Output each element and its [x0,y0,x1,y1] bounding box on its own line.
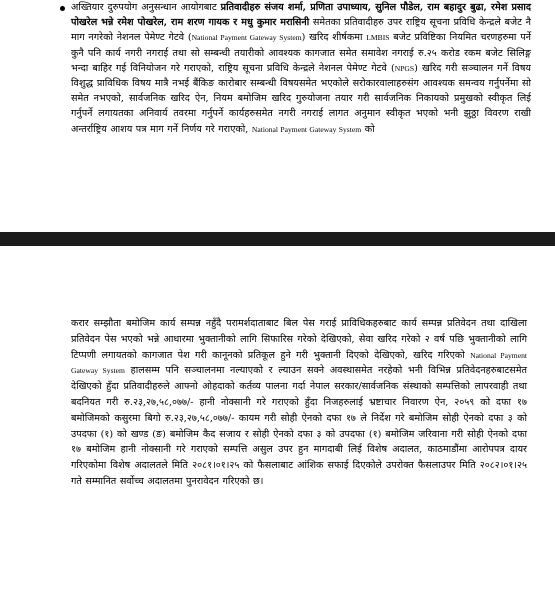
body-text-g: हालसम्म पनि सञ्चालनमा नल्याएको र ल्याउन सक्ने अवस्थासमेत नरहेको भनी विभिन्न प्रतिवेदनहरुबाटसमेत देखिएको हुँदा प्रतिवादीहरुले आफ्नो ओहदाको कर्तव्य पालना गर्दा नेपाल सरकार/सार्वजनिक संस्थाको सम्पत्तिको लापरवाही तथा बदनियत गरी रु.२३,२७,५८,०७७/- हानी नोक्सानी गरे गराएको हुँदा निजहरुलाई भ्रष्टाचार निवारण ऐन, २०५९ को दफा १७ बमोजिमको कसुरमा बिगो रु.२३,२७,५८,०७७/- कायम गरी सोही ऐनको दफा १७ ले निर्देश गरे बमोजिम सोही ऐनको दफा ३ को उपदफा (१) को खण्ड (ङ) बमोजिम कैद सजाय र सोही ऐनको दफा ३ को उपदफा (१) बमोजिम जरिवाना गरी सोही ऐनको दफा १७ बमोजिम हानी नोक्सानी गरे गराएको सम्पत्ति असुल उपर हुन मागदाबी लिई विशेष अदालत, काठमाडौंमा आरोपपत्र दायर गरिएकोमा विशेष अदालतले मिति २०८१।०१।२५ को फैसलाबाट आंशिक सफाई दिएकोले उपरोक्त फैसलाउपर मिति २०८२।०१।२५ गते सम्मानित सर्वोच्च अदालतमा पुनरावेदन गरिएको छ। [71,365,527,487]
accused-names: प्रतिवादीहरु संजय शर्मा, प्रणिता उपाध्याय, सुनिल पौडेल, राम बहादुर बुढा, रमेश प्रसाद पोखरेल भन्ने रमेश पोखरेल, राम शरण गायक र मधु कुमार मरासिनी [71,2,531,29]
body-text-b: ) खरिद शीर्षकमा [301,32,363,44]
latin-term-npgs-2: National Payment Gateway System [251,124,362,134]
body-text-d: ) खरिद गरी सञ्चालन गर्ने विषय विशुद्ध प्राविधिक विषय मात्रै नभई बैंकिङ कारोबार सम्बन्धी विषयसमेत भएकोले सरोकारवालाहरुसंग आवश्यक समन्वय गर्नुपर्नेमा सो समेत नभएको, सार्वजनिक खरिद ऐन, नियम बमोजिम खरिद गुरुयोजना तयार गरी सार्वजनिक निकायको प्रमुखको स्वीकृत लिई गर्नुपर्ने लगायतका अनिवार्य तवरमा गर्नुपर्ने कार्यहरुसमेत नगरी नगराई लागत अनुमान स्वीकृत भएको भनी झुठ्ठा विवरण राखी अन्तर्राष्ट्रिय आशय पत्र माग गर्ने निर्णय गरे गराएको, [71,62,531,135]
latin-term-npgs-3: National Payment Gateway System [71,350,527,376]
page-separator [0,232,555,246]
body-text-f: करार सम्झौता बमोजिम कार्य सम्पन्न नहुँदै परामर्शदाताबाट बिल पेस गराई प्राविधिकहरुबाट कार्य सम्पन्न प्रतिवेदन तथा दाखिला प्रतिवेदन पेस भएको भन्ने आधारमा भुक्तानीको लागि सिफारिस गरेको देखिएको, सेवा खरिद गरेको २ वर्ष पछि भुक्तानीको लागि टिप्पणी लगायतको कागजात पेश गरी कानूनको प्रतिकूल हुने गरी भुक्तानी दिएको देखिएको, खरिद गरिएको [71,318,527,361]
body-text-a: समेतका प्रतिवादीहरु उपर राष्ट्रिय सूचना प्रविधि केन्द्रले बजेट नै माग नगरेको नेशनल पेमेण्ट गेटवे ( [71,17,531,44]
case-paragraph-2 [71,316,527,490]
latin-term-npgs-1: National Payment Gateway System [191,33,302,43]
lead-text: अख्तियार दुरुपयोग अनुसन्धान आयोगबाट [71,2,217,13]
bullet-icon [60,6,65,11]
document-page-1 [0,0,555,232]
latin-term-npgs-abbr: NPGS [394,63,415,73]
body-text-e: को [364,123,375,135]
body-text-c: बजेट प्रविष्टिका नियमित चरणहरुमा पर्ने कुनै पनि कार्य नगरी नगराई तथा सो सम्बन्धी तयारीको आवश्यक कागजात समेत समावेश नगराई रु.२५ करोड रकम बजेट सिलिङ्ग भन्दा बाहिर गई विनियोजन गरे गराएको, राष्ट्रिय सूचना प्रविधि केन्द्रले नेशनल पेमेण्ट गेटवे ( [71,32,531,74]
latin-term-lmbis: LMBIS [366,33,390,43]
document-page-2 [0,246,555,589]
case-paragraph-1 [71,0,531,137]
